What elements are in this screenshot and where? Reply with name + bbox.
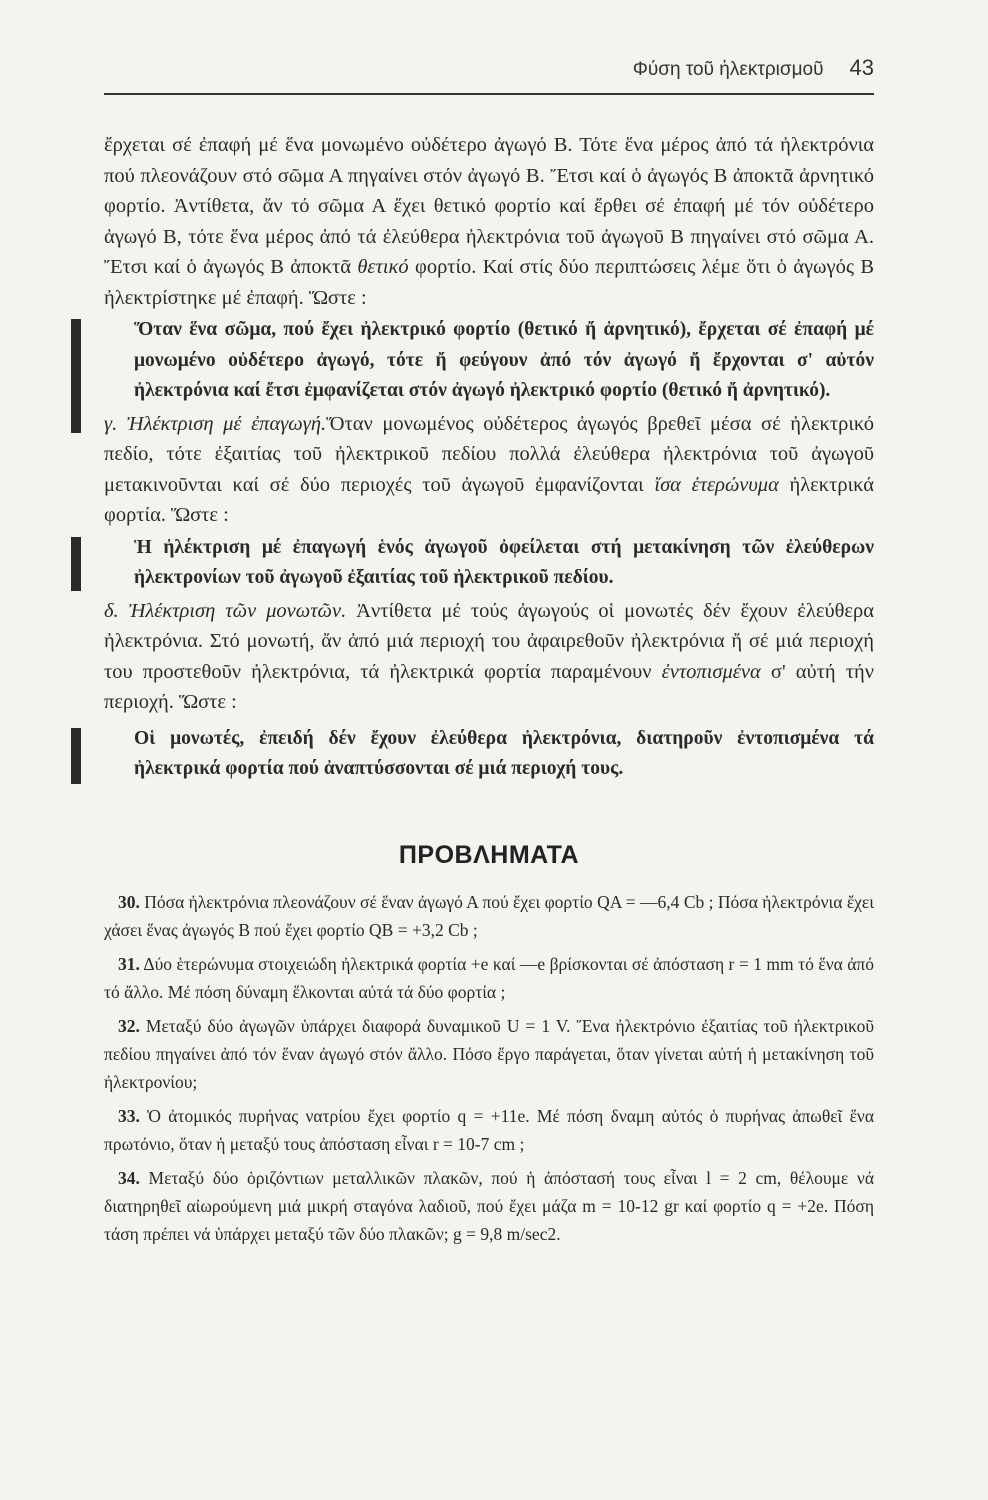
box-text: Ὅταν ἕνα σῶμα, πού ἔχει ἠλεκτρικό φορτίο (θετικό ἤ ἀρνητικό), ἔρχεται σέ ἐπαφή μέ μονωμένο οὐδέτερο ἀγωγό, τότε ἤ φεύγουν ἀπό τόν ἀγωγό ἤ ἔρχονται σ' αὐτόν ἠλεκτρόνια καί ἔτσι ἐμφανίζεται στόν ἀγωγό ἠλεκτρικό φορτίο (θετικό ἤ ἀρνητικό).	[134, 319, 874, 401]
paragraph-text: Ὅταν μονωμένος οὐδέτερος ἀγωγός βρεθεῖ μέσα σέ ἠλεκτρικό πεδίο, τότε ἐξαιτίας τοῦ ἠλεκτρικοῦ πεδίου πολλά ἐλεύθερα ἠλεκτρόνια τοῦ ἀγωγοῦ μετακινοῦνται καί σέ δύο περιοχές τοῦ ἀγωγοῦ ἐμφανίζονται	[104, 412, 874, 496]
problem-item	[104, 950, 874, 1006]
page-content	[104, 130, 874, 1248]
problem-text: Μεταξύ δύο ἀγωγῶν ὑπάρχει διαφορά δυναμικοῦ U = 1 V. Ἕνα ἠλεκτρόνιο ἐξαιτίας τοῦ ἠλεκτρικοῦ πεδίου πηγαίνει ἀπό τόν ἕναν ἀγωγό στόν ἄλλο. Πόσο ἔργο παράγεται, ὅταν γίνεται αὐτή ἡ μετακίνηση τοῦ ἠλεκτρονίου;	[104, 1015, 875, 1092]
highlight-box-insulators	[104, 724, 874, 785]
paragraph-text: σ' αὐτή τήν περιοχή. Ὥστε :	[104, 660, 874, 713]
highlight-box-contact	[104, 315, 874, 407]
paragraph-text: ἠλεκτρικά φορτία. Ὥστε :	[104, 473, 874, 526]
subsection-label: γ. Ἠλέκτριση μέ ἐπαγωγή.	[104, 412, 327, 435]
problem-number: 30.	[118, 891, 140, 912]
paragraph-insulators	[104, 596, 874, 718]
paragraph-contact-charging	[104, 130, 874, 313]
margin-bar	[71, 319, 81, 433]
page	[104, 55, 874, 1254]
problem-number: 34.	[118, 1167, 140, 1188]
page-number: 43	[849, 55, 874, 80]
margin-bar	[71, 728, 81, 784]
problem-item	[104, 1102, 874, 1158]
margin-bar	[71, 537, 81, 591]
problem-text: Πόσα ἠλεκτρόνια πλεονάζουν σέ ἕναν ἀγωγό Α πού ἔχει φορτίο QA = —6,4 Cb ; Πόσα ἠλεκτρόνια ἔχει χάσει ἕνας ἀγωγός Β πού ἔχει φορτίο QB = +3,2 Cb ;	[104, 891, 874, 940]
paragraph-text: ἔρχεται σέ ἐπαφή μέ ἕνα μονωμένο οὐδέτερο ἀγωγό Β. Τότε ἕνα μέρος ἀπό τά ἠλεκτρόνια πού πλεονάζουν στό σῶμα Α πηγαίνει στόν ἀγωγό Β. Ἔτσι καί ὁ ἀγωγός Β ἀποκτᾶ ἀρνητικό φορτίο. Ἀντίθετα, ἄν τό σῶμα Α ἔχει θετικό φορτίο καί ἔρθει σέ ἐπαφή μέ τόν οὐδέτερο ἀγωγό Β, τότε ἕνα μέρος ἀπό τά ἐλεύθερα ἠλεκτρόνια τοῦ ἀγωγοῦ Β πηγαίνει στό σῶμα Α. Ἔτσι καί ὁ ἀγωγός Β ἀποκτᾶ	[104, 134, 874, 278]
problem-number: 33.	[118, 1105, 140, 1126]
paragraph-text: φορτίο. Καί στίς δύο περιπτώσεις λέμε ὅτι ὁ ἀγωγός Β ἠλεκτρίστηκε μέ ἐπαφή. Ὥστε :	[104, 256, 874, 309]
problem-number: 32.	[118, 1015, 140, 1036]
problem-item	[104, 888, 874, 944]
problem-number: 31.	[118, 953, 140, 974]
paragraph-text: Ἀντίθετα μέ τούς ἀγωγούς οἱ μονωτές δέν ἔχουν ἐλεύθερα ἠλεκτρόνια. Στό μονωτή, ἄν ἀπό μιά περιοχή του ἀφαιρεθοῦν ἠλεκτρόνια ἤ σέ μιά περιοχή του προστεθοῦν ἠλεκτρόνια, τά ἠλεκτρικά φορτία παραμένουν	[104, 599, 875, 683]
italic-term: θετικό	[357, 256, 409, 278]
problem-text: Μεταξύ δύο ὁριζόντιων μεταλλικῶν πλακῶν, πού ἡ ἀπόστασή τους εἶναι l = 2 cm, θέλουμε νά διατηρηθεῖ αἰωρούμενη μιά μικρή σταγόνα λαδιοῦ, πού ἔχει μάζα m = 10-12 gr καί φορτίο q = +2e. Πόση τάση πρέπει νά ὑπάρχει μεταξύ τῶν δύο πλακῶν; g = 9,8 m/sec2.	[104, 1167, 874, 1244]
italic-term: ἐντοπισμένα	[661, 660, 761, 683]
box-text: Οἱ μονωτές, ἐπειδή δέν ἔχουν ἐλεύθερα ἠλεκτρόνια, διατηροῦν ἐντοπισμένα τά ἠλεκτρικά φορτία πού ἀναπτύσσονται σέ μιά περιοχή τους.	[134, 727, 874, 779]
box-text: Ἡ ἠλέκτριση μέ ἐπαγωγή ἑνός ἀγωγοῦ ὀφείλεται στή μετακίνηση τῶν ἐλεύθερων ἠλεκτρονίων τοῦ ἀγωγοῦ ἐξαιτίας τοῦ ἠλεκτρικοῦ πεδίου.	[134, 536, 874, 588]
problem-item	[104, 1012, 874, 1096]
problem-list	[104, 888, 874, 1248]
problem-text: Δύο ἑτερώνυμα στοιχειώδη ἠλεκτρικά φορτία +e καί —e βρίσκονται σέ ἀπόσταση r = 1 mm τό ἕνα ἀπό τό ἄλλο. Μέ πόση δύναμη ἕλκονται αὐτά τά δύο φορτία ;	[104, 953, 874, 1002]
problem-item	[104, 1164, 874, 1248]
highlight-box-induction	[104, 533, 874, 594]
subsection-label: δ. Ἠλέκτριση τῶν μονωτῶν.	[104, 599, 347, 622]
problem-text: Ὁ ἀτομικός πυρήνας νατρίου ἔχει φορτίο q = +11e. Μέ πόση δναμη αὐτός ὁ πυρήνας ἀπωθεῖ ἕνα πρωτόνιο, ὅταν ἡ μεταξύ τους ἀπόσταση εἶναι r = 10-7 cm ;	[104, 1105, 874, 1154]
page-header	[104, 55, 874, 95]
italic-term: ἴσα ἑτερώνυμα	[654, 473, 779, 496]
paragraph-induction	[104, 409, 874, 531]
section-title: ΠΡΟΒΛΗΜΑΤΑ	[398, 840, 580, 869]
running-title: Φύση τοῦ ἠλεκτρισμοῦ	[632, 59, 824, 80]
